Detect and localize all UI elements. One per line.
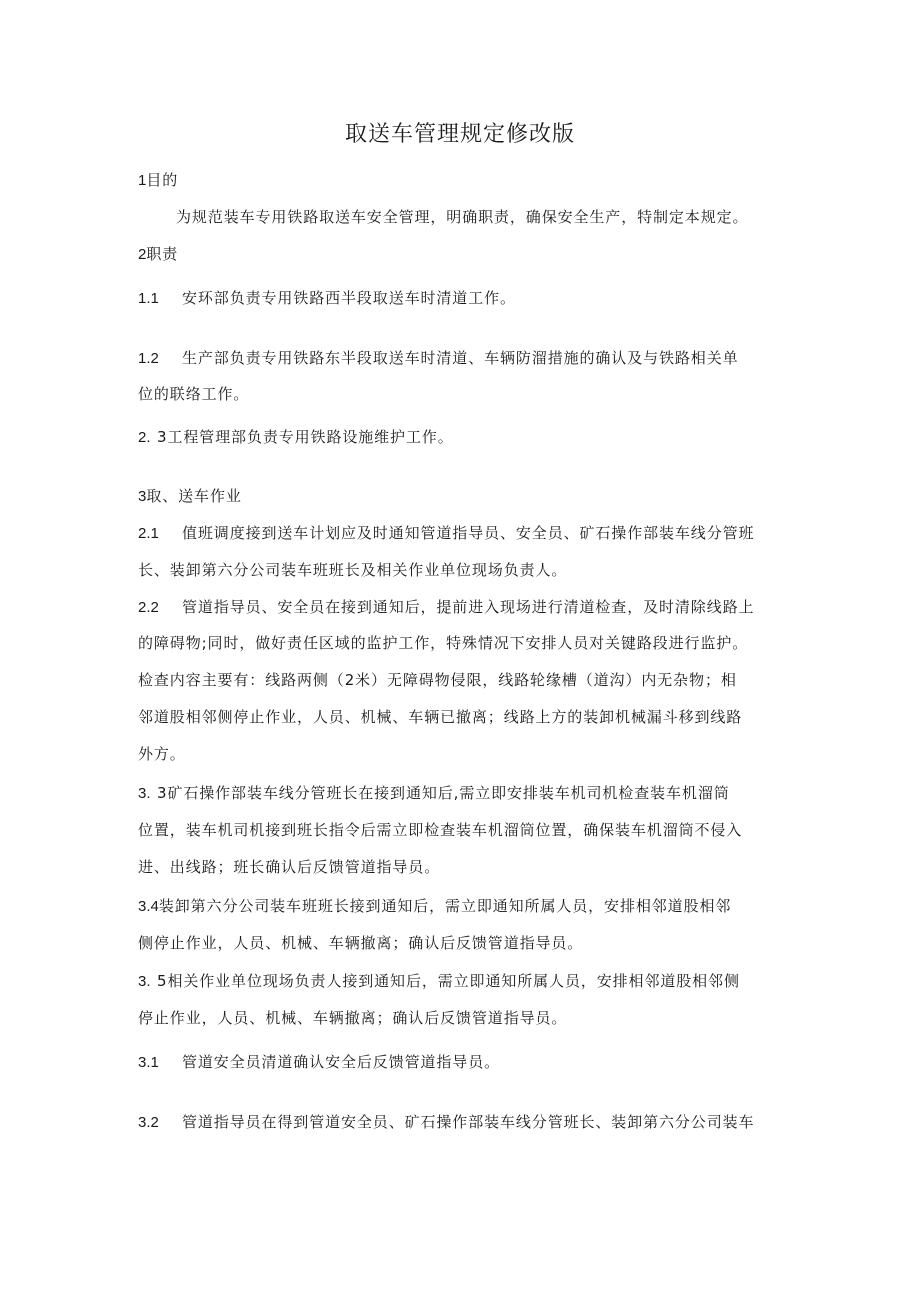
clause-2-3: 2. 3工程管理部负责专用铁路设施维护工作。 [138, 428, 454, 446]
clause-2-2-line-2: 的障碍物;同时，做好责任区域的监护工作，特殊情况下安排人员对关键路段进行监护。 [138, 634, 749, 652]
clause-3-1: 3.1 管道安全员清道确认安全后反馈管道指导员。 [138, 1053, 501, 1071]
clause-1-1: 1.1 安环部负责专用铁路西半段取送车时清道工作。 [138, 289, 516, 307]
clause-3-2: 3.2 管道指导员在得到管道安全员、矿石操作部装车线分管班长、装卸第六分公司装车 [138, 1113, 755, 1131]
clause-2-2-line-1: 2.2 管道指导员、安全员在接到通知后，提前进入现场进行清道检查，及时清除线路上 [138, 598, 755, 616]
clause-3-3-line-1: 3. 3矿石操作部装车线分管班长在接到通知后,需立即安排装车机司机检查装车机溜筒 [138, 784, 730, 802]
clause-2-2-line-3: 检查内容主要有：线路两侧（2米）无障碍物侵限，线路轮缘槽（道沟）内无杂物；相 [138, 671, 737, 689]
clause-3-4-line-2: 侧停止作业，人员、机械、车辆撤离；确认后反馈管道指导员。 [138, 934, 584, 952]
clause-2-1-line-1: 2.1 值班调度接到送车计划应及时通知管道指导员、安全员、矿石操作部装车线分管班 [138, 524, 755, 542]
clause-2-1-line-2: 长、装卸第六分公司装车班班长及相关作业单位现场负责人。 [138, 561, 568, 579]
section-2-heading: 2职责 [138, 245, 179, 263]
clause-1-2-line-1: 1.2 生产部负责专用铁路东半段取送车时清道、车辆防溜措施的确认及与铁路相关单 [138, 349, 739, 367]
clause-1-2-line-2: 位的联络工作。 [138, 385, 250, 403]
page-title: 取送车管理规定修改版 [344, 122, 575, 147]
clause-3-3-line-2: 位置，装车机司机接到班长指令后需立即检查装车机溜筒位置，确保装车机溜筒不侵入 [138, 821, 743, 839]
purpose-paragraph: 为规范装车专用铁路取送车安全管理，明确职责，确保安全生产，特制定本规定。 [176, 208, 749, 226]
clause-2-2-line-5: 外方。 [138, 745, 186, 763]
clause-3-4-line-1: 3.4装卸第六分公司装车班班长接到通知后，需立即通知所属人员，安排相邻道股相邻 [138, 897, 732, 915]
clause-3-3-line-3: 进、出线路；班长确认后反馈管道指导员。 [138, 858, 441, 876]
clause-2-2-line-4: 邻道股相邻侧停止作业，人员、机械、车辆已撤离；线路上方的装卸机械漏斗移到线路 [138, 708, 743, 726]
clause-3-5-line-2: 停止作业，人员、机械、车辆撤离；确认后反馈管道指导员。 [138, 1009, 568, 1027]
clause-3-5-line-1: 3. 5相关作业单位现场负责人接到通知后，需立即通知所属人员，安排相邻道股相邻侧 [138, 972, 740, 990]
section-3-heading: 3取、送车作业 [138, 487, 242, 505]
section-1-heading: 1目的 [138, 171, 179, 189]
